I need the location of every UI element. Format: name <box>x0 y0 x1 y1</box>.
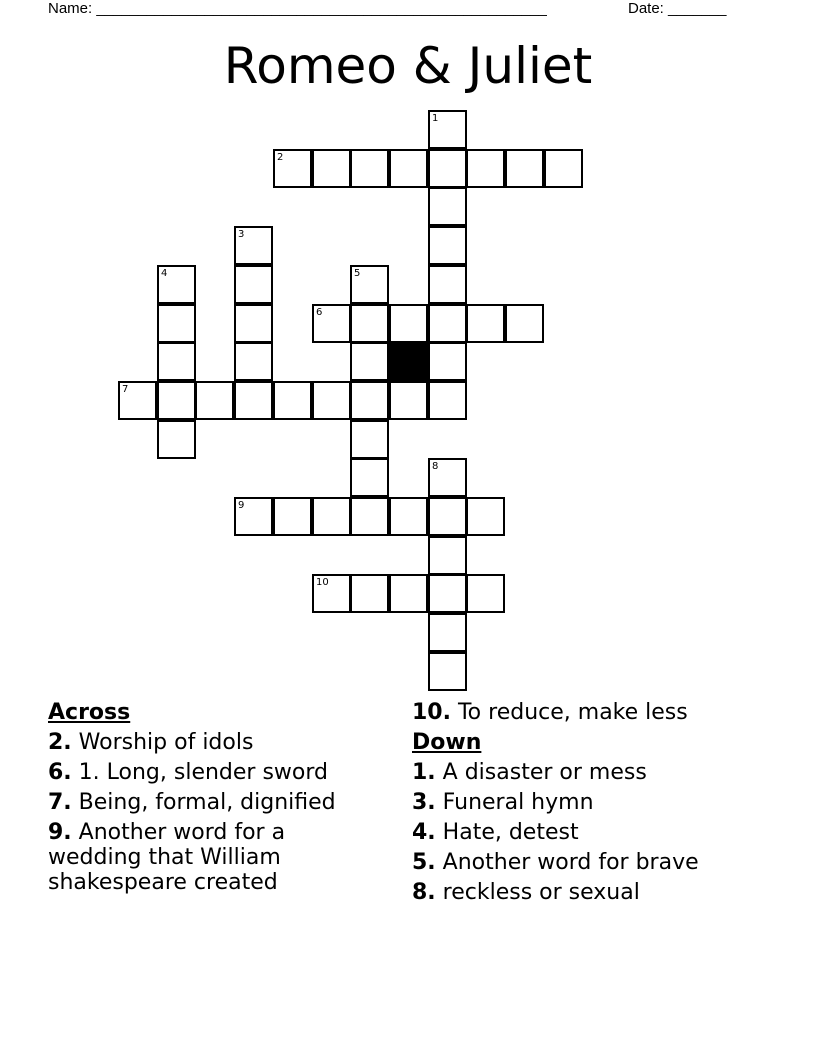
crossword-cell[interactable] <box>273 381 312 420</box>
cell-number: 1 <box>432 113 439 124</box>
crossword-cell[interactable] <box>428 497 467 536</box>
crossword-cell[interactable] <box>389 304 428 343</box>
crossword-cell[interactable] <box>157 381 196 420</box>
crossword-cell[interactable] <box>195 381 234 420</box>
crossword-cell[interactable] <box>234 226 273 265</box>
crossword-cell[interactable] <box>312 149 351 188</box>
crossword-cell[interactable] <box>428 226 467 265</box>
clue-down-8: 8. reckless or sexual <box>412 880 640 905</box>
crossword-cell[interactable] <box>428 652 467 691</box>
crossword-cell[interactable] <box>466 574 505 613</box>
crossword-cell[interactable] <box>350 304 389 343</box>
cell-number: 6 <box>316 307 323 318</box>
clue-down-4: 4. Hate, detest <box>412 820 579 845</box>
cell-number: 3 <box>238 229 245 240</box>
crossword-cell[interactable] <box>466 497 505 536</box>
crossword-cell[interactable] <box>350 420 389 459</box>
crossword-cell[interactable] <box>234 497 273 536</box>
crossword-cell[interactable] <box>312 381 351 420</box>
crossword-cell[interactable] <box>312 497 351 536</box>
crossword-cell[interactable] <box>157 342 196 381</box>
crossword-cell[interactable] <box>273 149 312 188</box>
crossword-cell[interactable] <box>312 304 351 343</box>
cell-number: 5 <box>354 268 361 279</box>
crossword-cell[interactable] <box>350 458 389 497</box>
crossword-cell[interactable] <box>544 149 583 188</box>
crossword-cell[interactable] <box>466 304 505 343</box>
crossword-cell[interactable] <box>118 381 157 420</box>
name-field-label: Name: ______________________________________________________ <box>48 0 547 17</box>
cell-number: 9 <box>238 500 245 511</box>
clue-down-1: 1. A disaster or mess <box>412 760 647 785</box>
crossword-cell[interactable] <box>428 574 467 613</box>
crossword-cell[interactable] <box>428 187 467 226</box>
crossword-cell[interactable] <box>157 304 196 343</box>
cell-number: 7 <box>122 384 129 395</box>
crossword-cell[interactable] <box>234 304 273 343</box>
crossword-cell[interactable] <box>350 381 389 420</box>
crossword-cell[interactable] <box>466 149 505 188</box>
clue-down-5: 5. Another word for brave <box>412 850 699 875</box>
crossword-cell[interactable] <box>389 149 428 188</box>
crossword-cell[interactable] <box>234 265 273 304</box>
clue-across-10: 10. To reduce, make less <box>412 700 688 725</box>
clues-left-column <box>48 700 368 900</box>
crossword-cell[interactable] <box>389 381 428 420</box>
puzzle-title: Romeo & Juliet <box>223 37 593 95</box>
crossword-cell[interactable] <box>428 613 467 652</box>
clues-right-column <box>412 700 772 910</box>
clue-across-6: 6. 1. Long, slender sword <box>48 760 329 785</box>
crossword-cell[interactable] <box>234 381 273 420</box>
crossword-cell[interactable] <box>234 342 273 381</box>
crossword-cell[interactable] <box>505 304 544 343</box>
crossword-cell[interactable] <box>350 342 389 381</box>
crossword-cell[interactable] <box>428 110 467 149</box>
clue-across-2: 2. Worship of idols <box>48 730 254 755</box>
cell-number: 8 <box>432 461 439 472</box>
crossword-cell[interactable] <box>389 574 428 613</box>
crossword-cell[interactable] <box>428 381 467 420</box>
clue-across-7: 7. Being, formal, dignified <box>48 790 336 815</box>
crossword-cell[interactable] <box>350 149 389 188</box>
clue-across-9: 9. Another word for a wedding that William shakespeare created <box>48 820 286 895</box>
crossword-cell[interactable] <box>350 497 389 536</box>
crossword-cell[interactable] <box>157 420 196 459</box>
cell-number: 4 <box>161 268 168 279</box>
across-heading: Across <box>48 700 131 725</box>
crossword-cell[interactable] <box>428 458 467 497</box>
crossword-cell[interactable] <box>273 497 312 536</box>
cell-number: 10 <box>316 577 329 588</box>
crossword-cell[interactable] <box>350 265 389 304</box>
crossword-cell[interactable] <box>389 497 428 536</box>
crossword-cell[interactable] <box>505 149 544 188</box>
down-heading: Down <box>412 730 482 755</box>
crossword-cell[interactable] <box>428 342 467 381</box>
crossword-cell[interactable] <box>350 574 389 613</box>
crossword-cell-black <box>389 342 428 381</box>
crossword-cell[interactable] <box>428 304 467 343</box>
cell-number: 2 <box>277 152 284 163</box>
date-field-label: Date: _______ <box>628 0 727 17</box>
crossword-cell[interactable] <box>157 265 196 304</box>
crossword-cell[interactable] <box>312 574 351 613</box>
crossword-cell[interactable] <box>428 149 467 188</box>
crossword-cell[interactable] <box>428 265 467 304</box>
clue-down-3: 3. Funeral hymn <box>412 790 594 815</box>
crossword-cell[interactable] <box>428 536 467 575</box>
